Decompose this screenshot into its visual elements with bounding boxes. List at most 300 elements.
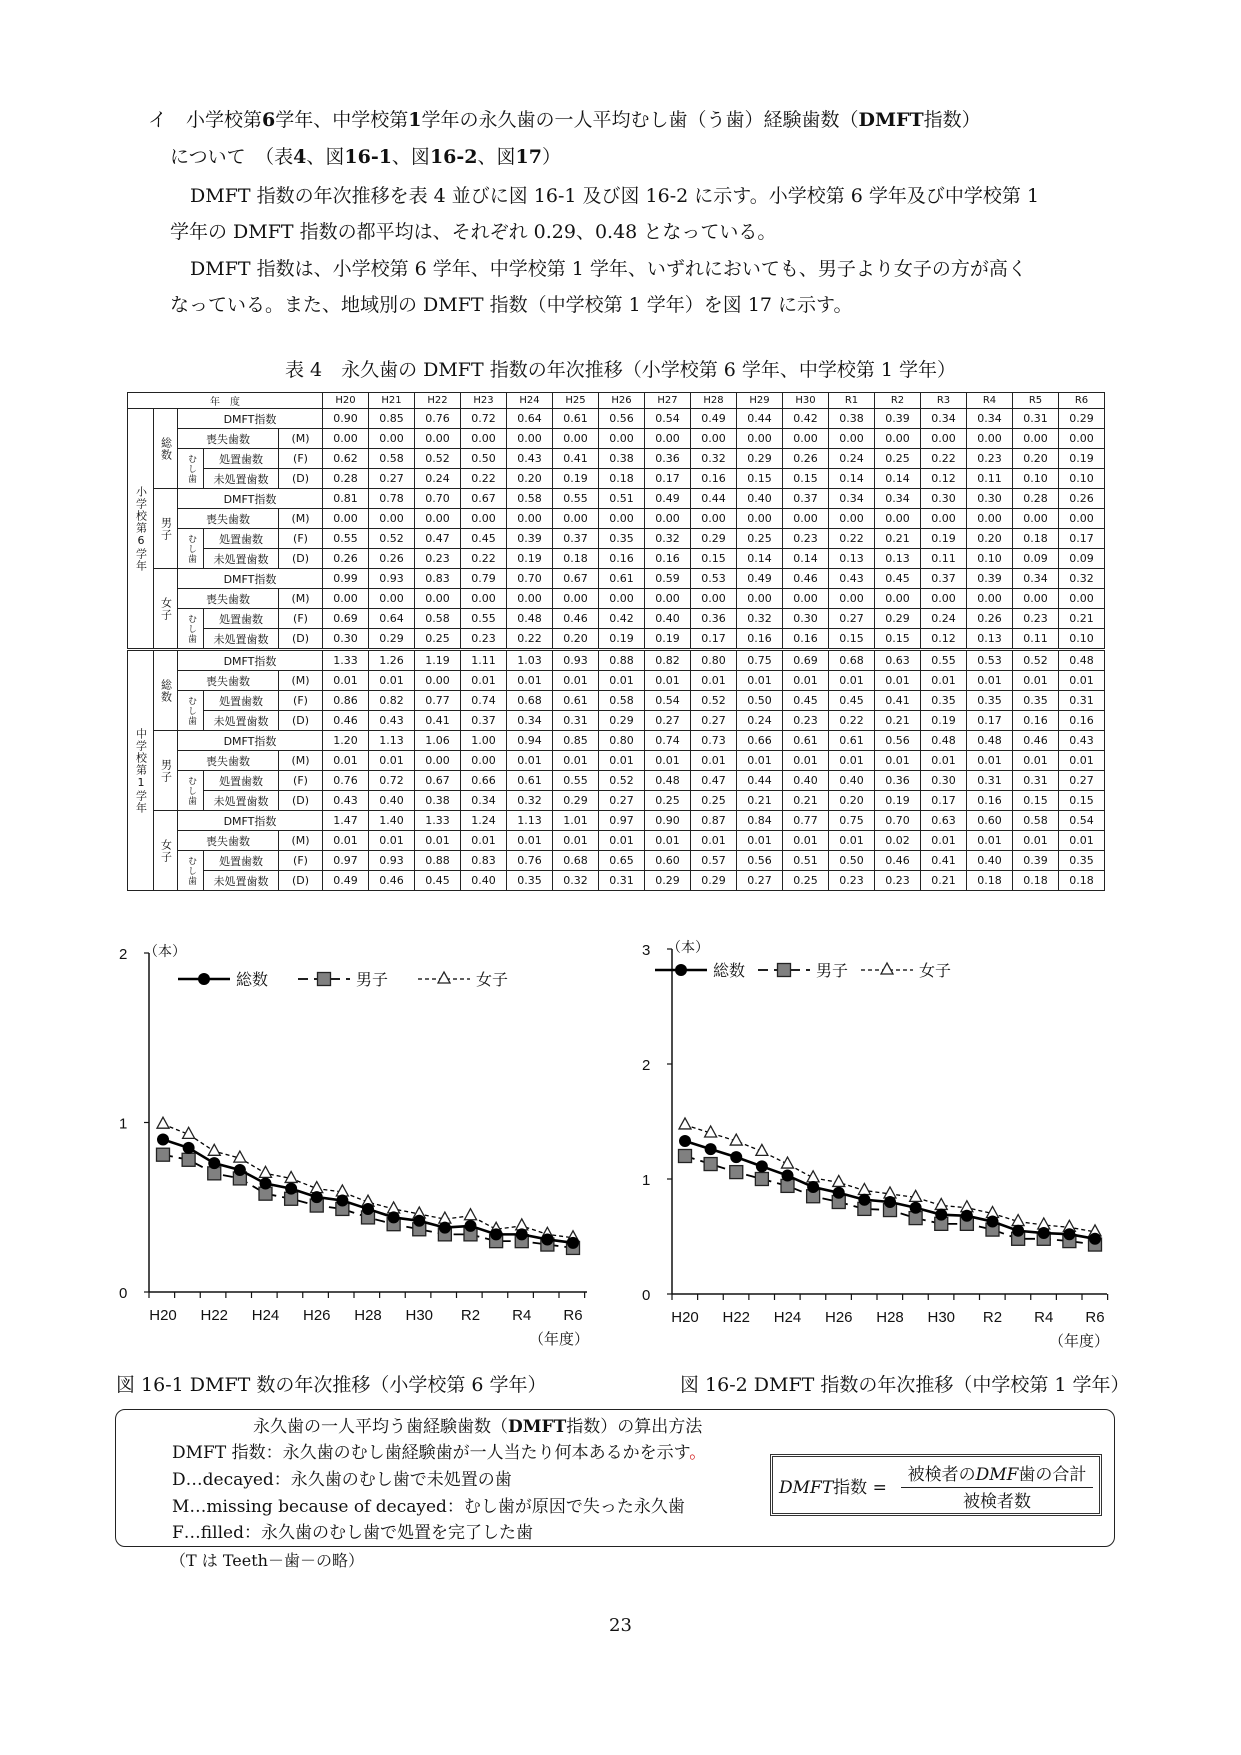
table-cell: 0.43: [829, 569, 875, 589]
formula-numerator: [901, 1460, 1093, 1488]
data-point: [833, 1175, 845, 1186]
table-row: [128, 871, 1105, 891]
table-cell: 0.51: [783, 851, 829, 871]
legend-label: 総数: [713, 961, 746, 980]
table-cell: 0.52: [599, 771, 645, 791]
table-cell: 1.13: [369, 731, 415, 751]
data-point: [910, 1202, 922, 1214]
table-cell: 0.30: [783, 609, 829, 629]
heading-text: 指数）: [923, 109, 981, 131]
data-point: [567, 1237, 579, 1249]
table-cell: 0.25: [783, 871, 829, 891]
table-cell: 0.53: [967, 650, 1013, 671]
table-cell: 0.38: [599, 449, 645, 469]
row-code-m: (M): [279, 429, 323, 449]
x-tick-label: H24: [773, 1309, 802, 1326]
table-cell: 0.27: [645, 711, 691, 731]
table-cell: 0.82: [369, 691, 415, 711]
table-cell: 0.00: [415, 429, 461, 449]
table-cell: 0.24: [737, 711, 783, 731]
data-point: [987, 1216, 999, 1228]
table-cell: 0.44: [691, 489, 737, 509]
table-row: [128, 711, 1105, 731]
table-cell: 0.36: [645, 449, 691, 469]
table-cell: 0.44: [737, 409, 783, 429]
table-cell: 0.00: [461, 589, 507, 609]
table-cell: 0.01: [553, 671, 599, 691]
table-cell: 0.87: [691, 811, 737, 831]
table-cell: 0.01: [829, 831, 875, 851]
x-tick-label: H20: [671, 1309, 699, 1326]
data-point: [1038, 1227, 1050, 1239]
table-cell: 0.00: [875, 429, 921, 449]
table-cell: 0.20: [829, 791, 875, 811]
heading-bold: DMFT: [858, 109, 924, 131]
table-cell: 0.57: [691, 851, 737, 871]
figure-caption-16-1: 図 16-1 DMFT 数の年次推移（小学校第 6 学年）: [116, 1374, 547, 1396]
table-cell: 0.01: [967, 751, 1013, 771]
table-cell: 0.21: [737, 791, 783, 811]
table-cell: 0.50: [737, 691, 783, 711]
table-cell: 0.88: [415, 851, 461, 871]
table-cell: 0.01: [691, 671, 737, 691]
table-cell: 0.34: [967, 409, 1013, 429]
definition-title-bold: DMFT: [508, 1417, 567, 1437]
table-row: [128, 429, 1105, 449]
row-code-f: (F): [279, 771, 323, 791]
data-point: [362, 1203, 374, 1215]
table-cell: 1.20: [323, 731, 369, 751]
data-point: [858, 1184, 870, 1195]
table-cell: 0.00: [1013, 509, 1059, 529]
row-label-m: 喪失歯数: [178, 429, 279, 449]
table-cell: 0.73: [691, 731, 737, 751]
table-cell: 0.42: [599, 609, 645, 629]
table-cell: 0.11: [1013, 629, 1059, 650]
row-code-d: (D): [279, 711, 323, 731]
table-cell: 0.00: [1059, 509, 1105, 529]
table-cell: 0.22: [461, 469, 507, 489]
table-cell: 0.01: [323, 671, 369, 691]
data-point: [388, 1202, 400, 1213]
table-cell: 0.21: [875, 711, 921, 731]
caries-label: むし歯: [178, 529, 204, 569]
table-cell: 0.32: [553, 871, 599, 891]
table-cell: 0.01: [599, 831, 645, 851]
x-axis-unit: （年度）: [528, 1330, 589, 1348]
school-label: 中学校第1学年: [128, 650, 154, 891]
table-cell: 0.82: [645, 650, 691, 671]
table-row: [128, 469, 1105, 489]
data-point: [884, 1196, 896, 1208]
table-cell: 0.59: [645, 569, 691, 589]
table-cell: 0.37: [553, 529, 599, 549]
table-cell: 0.00: [599, 589, 645, 609]
table-row: [128, 609, 1105, 629]
section-heading-line2: [170, 144, 561, 171]
table-cell: 1.24: [461, 811, 507, 831]
table-cell: 0.09: [1013, 549, 1059, 569]
table-cell: 0.20: [553, 629, 599, 650]
table-cell: 0.66: [737, 731, 783, 751]
group-label: 男子: [154, 731, 178, 811]
year-col-header: R6: [1059, 393, 1105, 409]
row-label-m: 喪失歯数: [178, 671, 279, 691]
table-cell: 0.18: [1059, 871, 1105, 891]
data-point: [234, 1164, 246, 1176]
legend-label: 女子: [919, 961, 952, 980]
table-cell: 1.33: [415, 811, 461, 831]
table-cell: 1.13: [507, 811, 553, 831]
table-cell: 0.17: [1059, 529, 1105, 549]
table-cell: 0.16: [1013, 711, 1059, 731]
table-cell: 0.14: [829, 469, 875, 489]
table-cell: 0.18: [553, 549, 599, 569]
table-cell: 0.90: [645, 811, 691, 831]
table-cell: 0.00: [967, 589, 1013, 609]
table-cell: 0.00: [1013, 589, 1059, 609]
table-cell: 0.29: [553, 791, 599, 811]
year-col-header: H20: [323, 393, 369, 409]
table-cell: 0.39: [875, 409, 921, 429]
table-cell: 0.20: [967, 529, 1013, 549]
table-cell: 0.23: [1013, 609, 1059, 629]
formula-box: [770, 1454, 1102, 1516]
section-heading-line1: [148, 107, 981, 134]
table-cell: 0.60: [645, 851, 691, 871]
table-cell: 1.03: [507, 650, 553, 671]
table-cell: 0.01: [553, 831, 599, 851]
table-cell: 0.61: [553, 691, 599, 711]
table-cell: 0.51: [599, 489, 645, 509]
data-point: [208, 1144, 220, 1155]
table-cell: 0.46: [875, 851, 921, 871]
table-row: [128, 549, 1105, 569]
table-cell: 0.00: [737, 429, 783, 449]
table-cell: 0.01: [645, 751, 691, 771]
table-cell: 0.23: [783, 529, 829, 549]
row-code-m: (M): [279, 671, 323, 691]
table-cell: 0.61: [553, 409, 599, 429]
table-cell: 0.00: [737, 509, 783, 529]
table-cell: 0.46: [553, 609, 599, 629]
data-point: [260, 1166, 272, 1177]
table-cell: 0.83: [461, 851, 507, 871]
formula-lhs-text: 指数 =: [833, 1478, 887, 1498]
table-cell: 0.54: [645, 409, 691, 429]
table-cell: 0.63: [921, 811, 967, 831]
table-cell: 0.00: [369, 429, 415, 449]
table-cell: 0.00: [553, 509, 599, 529]
table-cell: 0.01: [783, 751, 829, 771]
definition-d: D…decayed：永久歯のむし歯で未処置の歯: [172, 1470, 512, 1490]
year-header: 年 度: [128, 393, 323, 409]
data-point: [208, 1157, 220, 1169]
data-point: [311, 1191, 323, 1203]
table-cell: 0.26: [1059, 489, 1105, 509]
table-cell: 0.00: [415, 589, 461, 609]
table-cell: 0.01: [599, 751, 645, 771]
dmft-table: [127, 392, 1105, 891]
row-label-f: 処置歯数: [204, 851, 279, 871]
heading-bold: 6: [262, 109, 276, 131]
table-cell: 0.27: [737, 871, 783, 891]
formula-denominator: 被検者数: [963, 1492, 1031, 1512]
table-title: 表 4 永久歯の DMFT 指数の年次推移（小学校第 6 学年、中学校第 1 学年）: [284, 359, 957, 381]
table-cell: 0.31: [967, 771, 1013, 791]
table-cell: 1.06: [415, 731, 461, 751]
table-cell: 0.22: [507, 629, 553, 650]
table-cell: 0.68: [829, 650, 875, 671]
table-row: [128, 529, 1105, 549]
table-cell: 0.01: [507, 671, 553, 691]
table-cell: 0.19: [599, 629, 645, 650]
data-point: [756, 1144, 768, 1155]
table-cell: 0.25: [415, 629, 461, 650]
row-label-m: 喪失歯数: [178, 589, 279, 609]
table-cell: 0.24: [829, 449, 875, 469]
table-cell: 0.56: [737, 851, 783, 871]
x-tick-label: H22: [200, 1307, 229, 1324]
table-cell: 0.40: [783, 771, 829, 791]
data-point: [157, 1133, 169, 1145]
table-cell: 0.43: [1059, 731, 1105, 751]
table-cell: 0.30: [921, 771, 967, 791]
table-cell: 0.13: [967, 629, 1013, 650]
table-row: [128, 671, 1105, 691]
table-cell: 0.81: [323, 489, 369, 509]
table-cell: 1.26: [369, 650, 415, 671]
row-code-m: (M): [279, 831, 323, 851]
table-cell: 0.00: [323, 509, 369, 529]
row-code-d: (D): [279, 791, 323, 811]
data-point: [541, 1233, 553, 1245]
row-label-f: 処置歯数: [204, 771, 279, 791]
table-cell: 0.45: [829, 691, 875, 711]
table-cell: 0.01: [645, 831, 691, 851]
table-cell: 0.01: [1013, 671, 1059, 691]
table-cell: 0.23: [829, 871, 875, 891]
table-cell: 0.26: [369, 549, 415, 569]
table-cell: 0.48: [1059, 650, 1105, 671]
school-label: 小学校第6学年: [128, 409, 154, 650]
row-label-dmft: DMFT指数: [178, 569, 323, 589]
y-tick-label: 1: [119, 1115, 128, 1133]
table-cell: 0.01: [599, 671, 645, 691]
table-cell: 0.17: [921, 791, 967, 811]
table-cell: 0.31: [1013, 409, 1059, 429]
table-cell: 0.15: [875, 629, 921, 650]
table-cell: 0.29: [599, 711, 645, 731]
table-cell: 0.00: [737, 589, 783, 609]
row-code-f: (F): [279, 851, 323, 871]
data-point: [465, 1220, 477, 1232]
x-tick-label: H26: [824, 1309, 853, 1326]
x-tick-label: R4: [1034, 1309, 1054, 1326]
table-cell: 0.10: [967, 549, 1013, 569]
group-label: 総数: [154, 650, 178, 731]
table-cell: 1.11: [461, 650, 507, 671]
formula-numerator-text: 歯の合計: [1018, 1465, 1087, 1485]
table-cell: 0.50: [461, 449, 507, 469]
legend-marker: [318, 973, 331, 986]
legend-label: 男子: [356, 970, 389, 989]
table-cell: 0.01: [875, 671, 921, 691]
table-cell: 0.65: [599, 851, 645, 871]
table-cell: 0.14: [737, 549, 783, 569]
group-label: 総数: [154, 409, 178, 489]
caries-label: むし歯: [178, 771, 204, 811]
table-cell: 0.26: [967, 609, 1013, 629]
heading-text: イ 小学校第: [148, 109, 263, 131]
y-tick-label: 0: [642, 1287, 651, 1304]
row-label-d: 未処置歯数: [204, 469, 279, 489]
table-cell: 0.93: [369, 851, 415, 871]
data-point: [182, 1153, 195, 1166]
table-cell: 0.22: [461, 549, 507, 569]
table-cell: 0.54: [645, 691, 691, 711]
table-cell: 0.85: [369, 409, 415, 429]
legend-marker: [675, 964, 687, 976]
table-cell: 0.41: [921, 851, 967, 871]
table-cell: 0.31: [553, 711, 599, 731]
table-cell: 0.67: [415, 771, 461, 791]
table-row: [128, 771, 1105, 791]
table-cell: 0.28: [323, 469, 369, 489]
heading-bold: 17: [515, 146, 542, 168]
year-col-header: H30: [783, 393, 829, 409]
y-tick-label: 2: [119, 946, 128, 963]
data-point: [833, 1187, 845, 1199]
table-cell: 0.90: [323, 409, 369, 429]
table-cell: 0.64: [369, 609, 415, 629]
table-cell: 0.19: [507, 549, 553, 569]
row-label-m: 喪失歯数: [178, 751, 279, 771]
table-cell: 0.46: [783, 569, 829, 589]
row-code-f: (F): [279, 449, 323, 469]
table-cell: 0.25: [737, 529, 783, 549]
table-cell: 0.34: [921, 409, 967, 429]
definition-title: [253, 1412, 702, 1437]
data-point: [935, 1209, 947, 1221]
table-cell: 0.30: [323, 629, 369, 650]
chart-elementary-6th: [100, 920, 600, 1350]
table-cell: 0.01: [921, 671, 967, 691]
x-tick-label: H26: [302, 1307, 331, 1324]
table-cell: 0.21: [1059, 609, 1105, 629]
row-label-dmft: DMFT指数: [178, 489, 323, 509]
legend-label: 総数: [236, 970, 269, 989]
data-point: [157, 1117, 169, 1128]
data-point: [858, 1194, 870, 1206]
table-cell: 0.19: [921, 529, 967, 549]
table-cell: 0.00: [323, 589, 369, 609]
caries-label: むし歯: [178, 609, 204, 650]
heading-bold: 16-1: [344, 146, 392, 168]
row-label-dmft: DMFT指数: [178, 811, 323, 831]
table-cell: 0.47: [691, 771, 737, 791]
data-point: [413, 1215, 425, 1227]
table-cell: 0.00: [507, 429, 553, 449]
table-cell: 0.12: [921, 629, 967, 650]
table-cell: 0.23: [967, 449, 1013, 469]
legend-marker: [438, 972, 450, 983]
definition-f: F…filled：永久歯のむし歯で処置を完了した歯: [172, 1523, 533, 1543]
table-cell: 0.55: [553, 771, 599, 791]
page-number: 23: [609, 1615, 632, 1636]
data-point: [260, 1178, 272, 1190]
data-point: [679, 1118, 691, 1129]
row-code-f: (F): [279, 609, 323, 629]
table-cell: 0.00: [1013, 429, 1059, 449]
table-cell: 0.25: [875, 449, 921, 469]
table-cell: 0.16: [645, 549, 691, 569]
paragraph-2-line2: なっている。また、地域別の DMFT 指数（中学校第 1 学年）を図 17 に示す。: [170, 294, 853, 316]
table-cell: 0.61: [783, 731, 829, 751]
table-cell: 0.77: [415, 691, 461, 711]
year-col-header: H24: [507, 393, 553, 409]
table-cell: 0.19: [1059, 449, 1105, 469]
table-row: [128, 409, 1105, 429]
table-cell: 0.58: [415, 609, 461, 629]
table-cell: 0.00: [921, 589, 967, 609]
data-point: [516, 1219, 528, 1230]
table-cell: 0.48: [507, 609, 553, 629]
table-cell: 0.60: [967, 811, 1013, 831]
table-cell: 0.00: [599, 509, 645, 529]
table-cell: 0.01: [369, 831, 415, 851]
table-cell: 0.00: [875, 589, 921, 609]
table-cell: 0.14: [875, 469, 921, 489]
table-cell: 0.00: [415, 509, 461, 529]
table-cell: 0.01: [737, 671, 783, 691]
table-cell: 0.69: [323, 609, 369, 629]
table-cell: 0.40: [369, 791, 415, 811]
table-cell: 0.55: [323, 529, 369, 549]
table-cell: 0.15: [737, 469, 783, 489]
formula-lhs-italic: DMFT: [779, 1478, 834, 1498]
table-row: [128, 629, 1105, 650]
table-cell: 0.70: [415, 489, 461, 509]
table-cell: 0.35: [599, 529, 645, 549]
table-cell: 0.01: [507, 751, 553, 771]
table-cell: 0.35: [921, 691, 967, 711]
year-col-header: H22: [415, 393, 461, 409]
x-tick-label: R2: [460, 1307, 481, 1324]
y-axis-unit: （本）: [144, 944, 186, 960]
table-cell: 0.70: [875, 811, 921, 831]
data-point: [807, 1171, 819, 1182]
table-cell: 0.27: [369, 469, 415, 489]
definition-dmft: [172, 1438, 706, 1463]
table-cell: 0.25: [645, 791, 691, 811]
table-cell: 0.46: [369, 871, 415, 891]
table-cell: 0.22: [829, 529, 875, 549]
table-cell: 0.49: [323, 871, 369, 891]
table-cell: 0.18: [599, 469, 645, 489]
row-code-f: (F): [279, 691, 323, 711]
year-col-header: H23: [461, 393, 507, 409]
table-cell: 0.00: [1059, 589, 1105, 609]
table-cell: 0.01: [507, 831, 553, 851]
table-cell: 0.17: [645, 469, 691, 489]
table-cell: 0.49: [645, 489, 691, 509]
table-cell: 0.35: [967, 691, 1013, 711]
x-tick-label: H30: [405, 1307, 434, 1324]
table-cell: 0.43: [369, 711, 415, 731]
year-col-header: R1: [829, 393, 875, 409]
table-cell: 0.10: [1013, 469, 1059, 489]
